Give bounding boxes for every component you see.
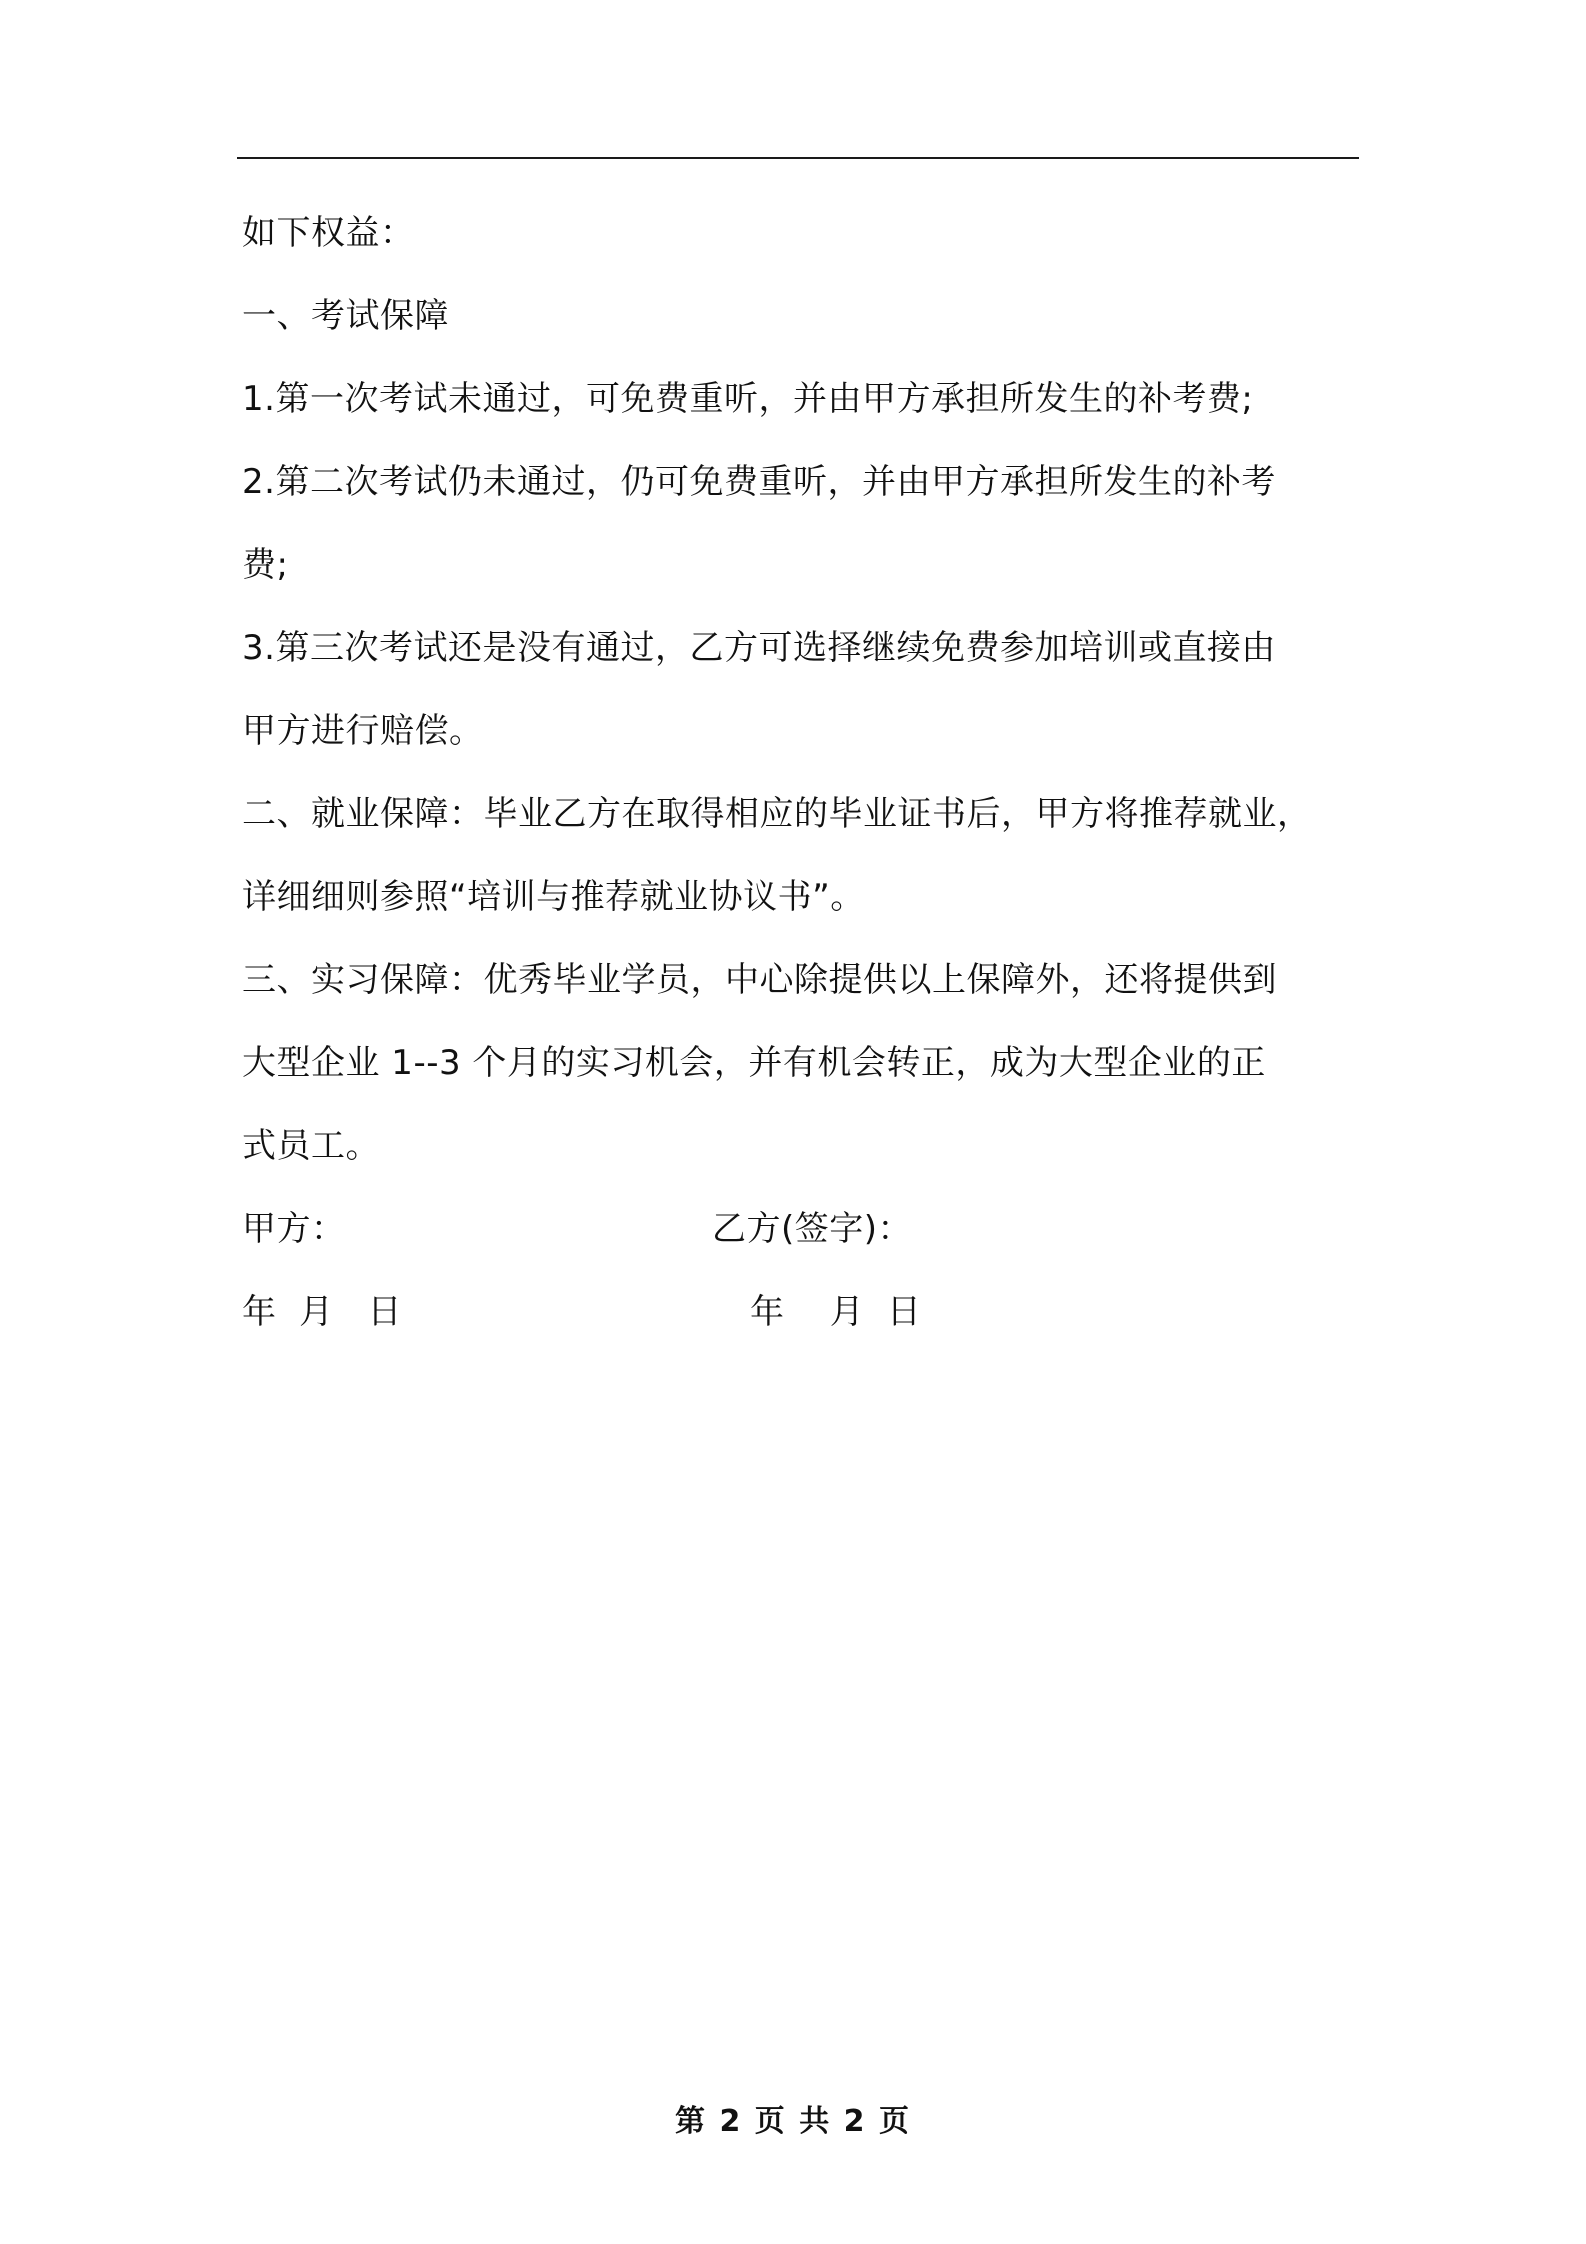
intro-line: 如下权益： xyxy=(242,213,415,253)
exam-item-3: 3.第三次考试还是没有通过，乙方可选择继续免费参加培训或直接由 xyxy=(242,628,1276,668)
header-rule xyxy=(237,157,1359,159)
employment-clause-cont: 详细细则参照“培训与推荐就业协议书”。 xyxy=(242,877,865,917)
date-row xyxy=(242,1271,1362,1354)
internship-clause-end: 式员工。 xyxy=(242,1126,380,1166)
party-a-label: 甲方： xyxy=(242,1209,346,1249)
signature-row xyxy=(242,1188,1362,1271)
page-number-footer: 第 2 页 共 2 页 xyxy=(675,2104,911,2139)
party-b-label: 乙方(签字)： xyxy=(712,1209,913,1249)
section-heading-exam: 一、考试保障 xyxy=(242,296,449,336)
exam-item-2-cont: 费; xyxy=(242,545,289,585)
exam-item-2: 2.第二次考试仍未通过，仍可免费重听，并由甲方承担所发生的补考 xyxy=(242,462,1276,502)
exam-item-1: 1.第一次考试未通过，可免费重听，并由甲方承担所发生的补考费; xyxy=(242,379,1254,419)
party-b-date: 年 月 日 xyxy=(750,1292,922,1332)
employment-clause: 二、就业保障：毕业乙方在取得相应的毕业证书后，甲方将推荐就业， xyxy=(242,794,1312,834)
internship-clause-cont: 大型企业 1--3 个月的实习机会，并有机会转正，成为大型企业的正 xyxy=(242,1043,1266,1083)
party-a-date: 年 月 日 xyxy=(242,1292,403,1332)
document-body xyxy=(242,192,1362,1354)
internship-clause: 三、实习保障：优秀毕业学员，中心除提供以上保障外，还将提供到 xyxy=(242,960,1277,1000)
exam-item-3-cont: 甲方进行赔偿。 xyxy=(242,711,484,751)
